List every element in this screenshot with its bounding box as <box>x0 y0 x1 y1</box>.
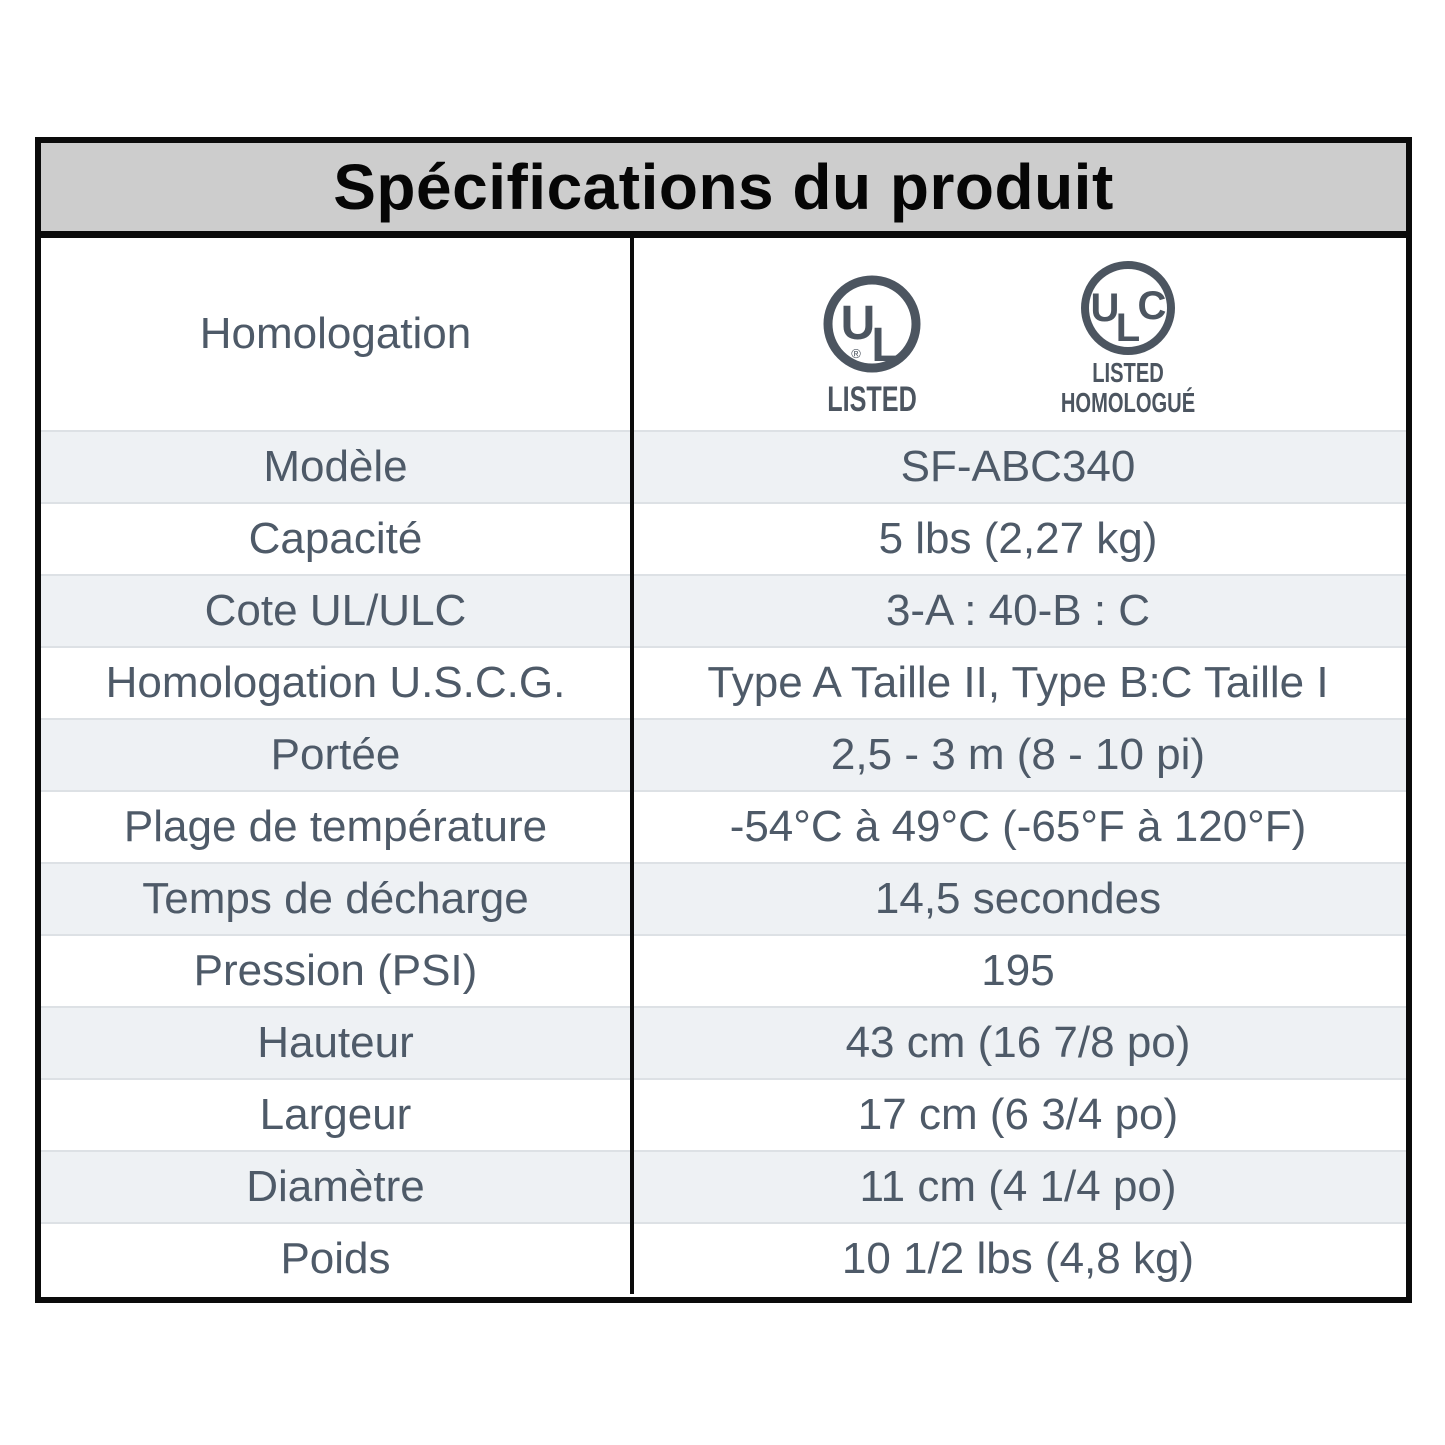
spec-value-uscg: Type A Taille II, Type B:C Taille I <box>707 657 1329 707</box>
certification-logos <box>819 246 1216 422</box>
table-row <box>41 1150 1406 1222</box>
column-divider <box>630 238 634 1294</box>
table-row <box>41 1222 1406 1294</box>
spec-value-largeur: 17 cm (6 3/4 po) <box>857 1089 1179 1139</box>
spec-label-modele: Modèle <box>263 441 408 491</box>
spec-value-diametre: 11 cm (4 1/4 po) <box>859 1161 1177 1211</box>
svg-text:LISTED: LISTED <box>1092 357 1165 389</box>
spec-label-largeur: Largeur <box>259 1089 412 1139</box>
svg-text:L: L <box>871 319 902 372</box>
svg-text:®: ® <box>851 346 862 361</box>
table-body <box>41 238 1406 1294</box>
spec-value-portee: 2,5 - 3 m (8 - 10 pi) <box>830 729 1206 779</box>
spec-value-temps-decharge: 14,5 secondes <box>874 873 1162 923</box>
table-row <box>41 1006 1406 1078</box>
spec-label-diametre: Diamètre <box>246 1161 425 1211</box>
svg-text:HOMOLOGUÉ: HOMOLOGUÉ <box>1061 387 1196 419</box>
svg-text:L: L <box>1116 306 1141 350</box>
spec-label-capacite: Capacité <box>248 513 423 563</box>
spec-value-poids: 10 1/2 lbs (4,8 kg) <box>841 1233 1195 1283</box>
spec-value-homologation <box>630 238 1406 430</box>
spec-value-cote-ul-ulc: 3-A : 40-B : C <box>885 585 1151 635</box>
spec-value-plage-temperature: -54°C à 49°C (-65°F à 120°F) <box>729 801 1307 851</box>
table-row <box>41 862 1406 934</box>
svg-text:U: U <box>841 297 876 350</box>
table-row <box>41 502 1406 574</box>
table-row <box>41 430 1406 502</box>
svg-text:U: U <box>1091 286 1120 330</box>
spec-label-poids: Poids <box>280 1233 391 1283</box>
spec-label-pression: Pression (PSI) <box>193 945 478 995</box>
spec-value-pression: 195 <box>981 945 1055 995</box>
table-row <box>41 574 1406 646</box>
table-title: Spécifications du produit <box>41 143 1406 238</box>
svg-text:LISTED: LISTED <box>827 380 918 418</box>
svg-text:C: C <box>1138 284 1167 328</box>
table-row <box>41 646 1406 718</box>
spec-label-temps-decharge: Temps de décharge <box>142 873 529 923</box>
ul-listed-icon <box>819 272 925 418</box>
spec-label-uscg: Homologation U.S.C.G. <box>105 657 566 707</box>
spec-table <box>35 137 1412 1303</box>
table-row <box>41 934 1406 1006</box>
spec-label-homologation: Homologation <box>199 308 472 358</box>
spec-label-hauteur: Hauteur <box>257 1017 414 1067</box>
spec-label-plage-temperature: Plage de température <box>123 801 548 851</box>
ulc-listed-homologue-icon <box>1040 260 1216 422</box>
spec-value-hauteur: 43 cm (16 7/8 po) <box>845 1017 1191 1067</box>
table-row <box>41 238 1406 430</box>
table-row <box>41 790 1406 862</box>
table-row <box>41 1078 1406 1150</box>
spec-label-portee: Portée <box>270 729 401 779</box>
spec-label-cote-ul-ulc: Cote UL/ULC <box>204 585 467 635</box>
spec-value-modele: SF-ABC340 <box>900 441 1136 491</box>
table-row <box>41 718 1406 790</box>
spec-value-capacite: 5 lbs (2,27 kg) <box>878 513 1158 563</box>
